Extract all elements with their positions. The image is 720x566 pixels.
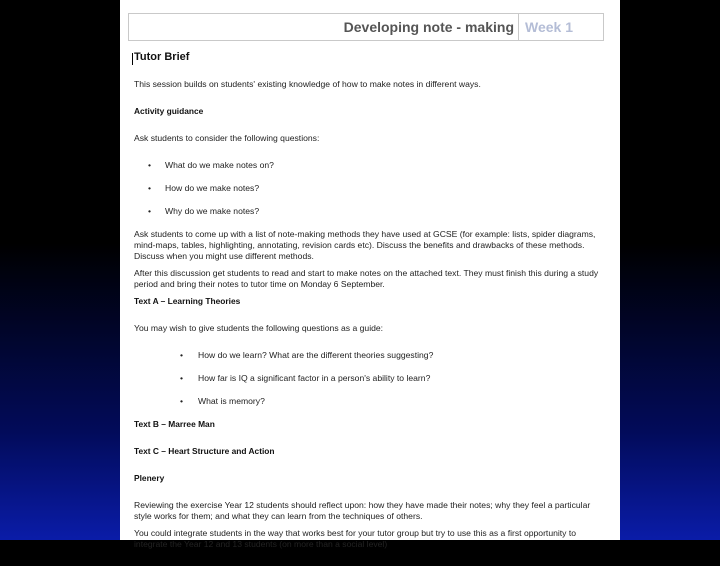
guide-questions-list	[134, 350, 600, 407]
text-b-heading: Text B – Marree Man	[134, 419, 215, 429]
header-week: Week 1	[525, 19, 573, 35]
questions-list	[134, 160, 600, 217]
ask-paragraph: Ask students to consider the following questions:	[134, 133, 320, 143]
text-cursor	[132, 53, 133, 65]
document-page	[120, 0, 620, 549]
list-item: • Why do we make notes?	[134, 206, 600, 217]
document-body	[134, 52, 600, 566]
list-item: • How far is IQ a significant factor in a person's ability to learn?	[134, 373, 600, 384]
methods-paragraph: Ask students to come up with a list of note-making methods they have used at GCSE (for example: lists, spider diagrams, mind-maps, tables, highlighting, annotating, revision cards etc). Discuss the benefits and drawbacks of these methods. Discuss when you might use different methods.	[134, 229, 596, 261]
list-item: • What is memory?	[134, 396, 600, 407]
intro-paragraph: This session builds on students' existing knowledge of how to make notes in different ways.	[134, 79, 481, 89]
list-item: • How do we make notes?	[134, 183, 600, 194]
reading-paragraph: After this discussion get students to read and start to make notes on the attached text. They must finish this during a study period and bring their notes to tutor time on Monday 6 September.	[134, 268, 599, 289]
closing-paragraph: You could integrate students in the way that works best for your tutor group but try to use this as a first opportunity to integrate the Year 12 and 13 students (on more than a social level)	[134, 528, 577, 549]
text-a-heading: Text A – Learning Theories	[134, 296, 241, 306]
list-item: • What do we make notes on?	[134, 160, 600, 171]
guide-paragraph: You may wish to give students the following questions as a guide:	[134, 323, 384, 333]
document-header	[128, 13, 604, 41]
plenary-paragraph: Reviewing the exercise Year 12 students should reflect upon: how they have made their notes; why they feel a particular style works for them; and what they can learn from the techniques of others.	[134, 500, 591, 521]
text-c-heading: Text C – Heart Structure and Action	[134, 446, 275, 456]
list-item: • How do we learn? What are the different theories suggesting?	[134, 350, 600, 361]
header-title: Developing note - making	[129, 14, 519, 40]
plenary-heading: Plenery	[134, 473, 165, 483]
tutor-brief-title: Tutor Brief	[134, 51, 190, 63]
activity-heading: Activity guidance	[134, 106, 204, 116]
